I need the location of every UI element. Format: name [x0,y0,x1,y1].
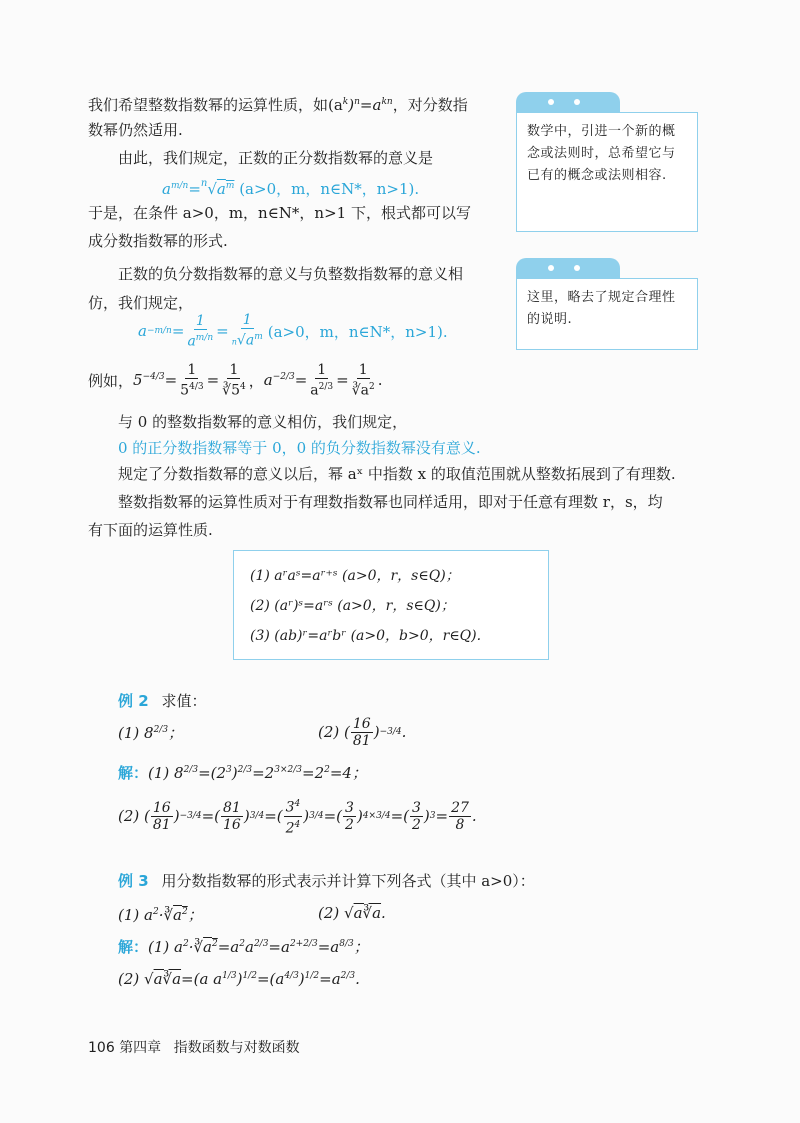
property-1: (1) aʳaˢ=aʳ⁺ˢ (a>0，r，s∈Q)； [250,568,460,584]
example3-q2: (2) √a∛a. [318,904,386,922]
formula-negative-fractional-exponent: a −m/n = $\frac{1}{a^{m/n}}$ = $\frac{1}{n√a^m}$ (a>0，m，n∈N*，n>1). [138,311,448,350]
inline-example: 例如， $5^{-4/3}=$ $\frac{1}{5^{4/3}}$ = $\frac{1}{∛5^4}$ ， $a^{-2/3}=$ $\frac{1}{a^{2/3}}$ = $\frac{1}{∛a^2}$ . [88,361,383,399]
para4-line2: 仿，我们规定， [88,294,194,312]
property-2: (2) (aʳ)ˢ=aʳˢ (a>0，r，s∈Q)； [250,598,455,614]
example3-solution-1: 解：(1) $a^2\cdot∛a^2=a^2a^{2/3}=a^{2+2/3}=a^{8/3}$； [118,938,369,956]
highlight-rule: 0 的正分数指数幂等于 0，0 的负分数指数幂没有意义. [118,439,481,457]
example2-solution-2: (2) ( $\frac{16}{81}$ ) −3/4 =( $\frac{81}{16}$ ) 3/4 =( $\frac{3^4}{2^4}$ ) 3/4 =( $\frac{3}{2}$ ) 4×3/4 =( $\frac{3}{2}$ ) 3 = $\frac{27}{8}$ . [118,794,477,838]
para5: 与 0 的整数指数幂的意义相仿，我们规定， [118,413,408,431]
sidenote-tab-1 [516,92,620,112]
example3-heading [118,870,535,891]
chapter-number: 第四章 [119,1040,162,1056]
para4-line1: 正数的负分数指数幂的意义与负整数指数幂的意义相 [118,265,464,283]
para7-line1: 整数指数幂的运算性质对于有理数指数幂也同样适用，即对于任意有理数 r，s，均 [118,493,663,511]
sidenote-1: 数学中，引进一个新的概念或法则时，总希望它与已有的概念或法则相容. [516,112,698,232]
dot-icon [574,99,580,105]
dot-icon [574,265,580,271]
properties-box [233,550,549,660]
para7-line2: 有下面的运算性质. [88,521,213,539]
property-3: (3) (ab)ʳ=aʳbʳ (a>0，b>0，r∈Q). [250,628,482,644]
para1-line2: 数幂仍然适用. [88,121,183,139]
para3-line2: 成分数指数幂的形式. [88,232,228,250]
para2: 由此，我们规定，正数的正分数指数幂的意义是 [118,149,434,167]
para3-line1: 于是，在条件 a>0，m，n∈N*，n>1 下，根式都可以写 [88,204,471,222]
example3-label: 例 3 [118,872,149,890]
formula-positive-fractional-exponent: $a^{m/n}=^n√a^m$ (a>0，m，n∈N*，n>1). [162,178,420,198]
example3-solution-2: (2) √a∛a=(a $a^{1/3})^{1/2}=(a^{4/3})^{1/2}=a^{2/3}$. [118,970,360,988]
sidenote-tab-2 [516,258,620,278]
chapter-title: 指数函数与对数函数 [173,1040,300,1056]
example2-title: 求值： [161,692,207,710]
example2-label: 例 2 [118,692,149,710]
para1-line1: 我们希望整数指数幂的运算性质，如$(a^k)^n=a^{kn}$，对分数指 [88,96,468,114]
example3-title: 用分数指数幂的形式表示并计算下列各式（其中 a>0）： [161,872,535,890]
example2-q2: (2) ( $\frac{16}{81}$ ) −3/4 . [318,715,407,749]
page-footer [88,1037,300,1057]
example2-solution-1: 解：(1) $8^{2/3}=(2^3)^{2/3}=2^{3\times 2/3}=2^2=4$； [118,764,367,782]
example3-q1: (1) $a^2\cdot∛a^2$； [118,906,203,924]
example2-q1: (1) $8^{2/3}$； [118,724,184,742]
sidenote-2: 这里，略去了规定合理性的说明. [516,278,698,350]
dot-icon [548,99,554,105]
para6: 规定了分数指数幂的意义以后，幂 aˣ 中指数 x 的取值范围就从整数拓展到了有理数. [118,465,676,483]
example2-heading [118,690,206,711]
dot-icon [548,265,554,271]
page-number: 106 [88,1040,115,1056]
